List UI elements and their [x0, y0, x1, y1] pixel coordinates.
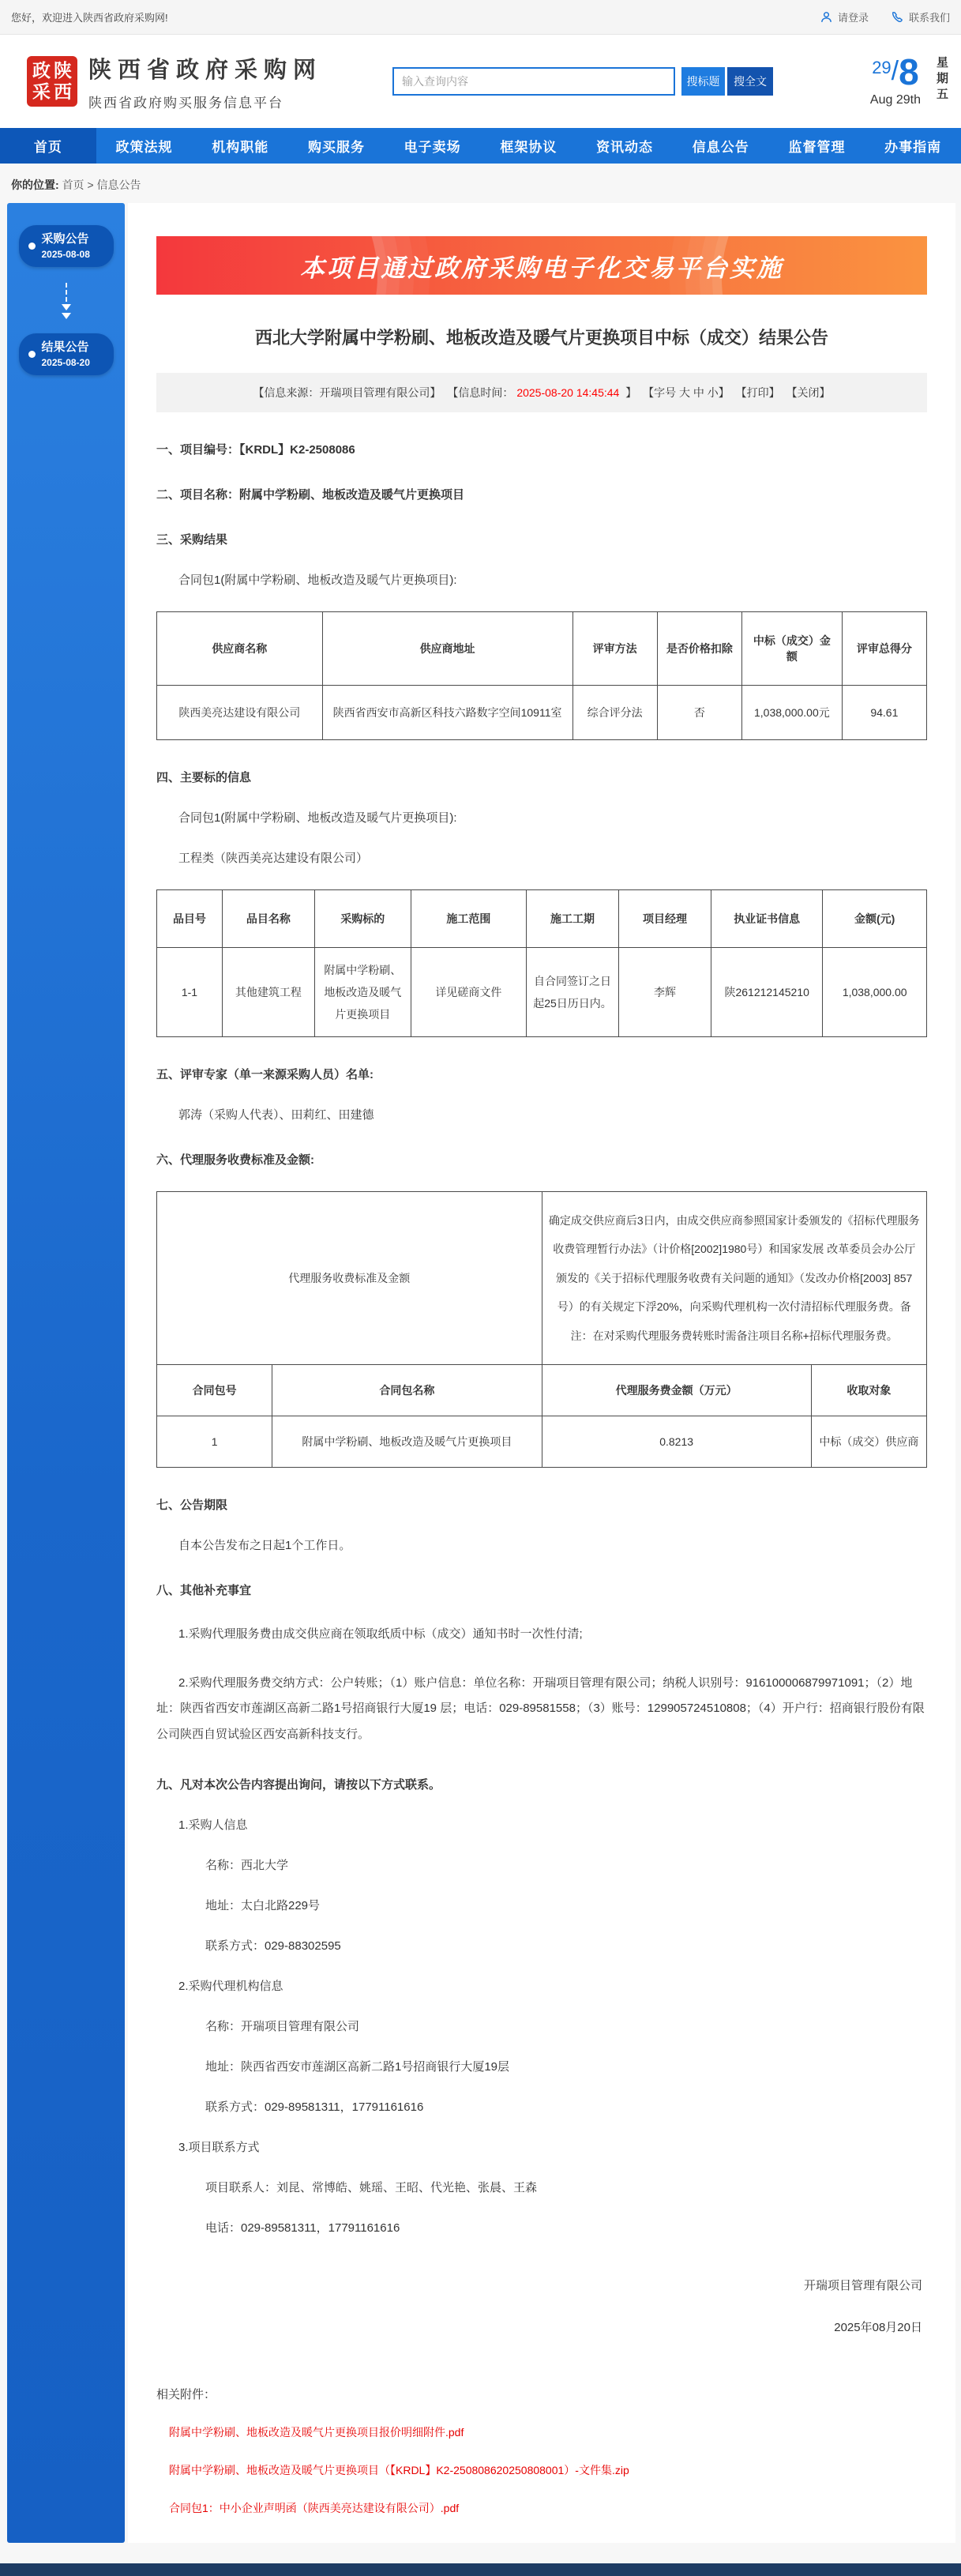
header-item-no: 品目号: [157, 890, 223, 948]
bullet-dot-icon: [28, 243, 36, 250]
result-table-header-row: [157, 612, 927, 686]
date-day: 29: [872, 58, 892, 77]
nav-item-announcements[interactable]: 信息公告: [692, 140, 749, 155]
sidebar-item-title: 采购公告: [41, 232, 89, 246]
nav-item-home[interactable]: 首页: [0, 128, 96, 164]
search-title-button[interactable]: 搜标题: [681, 67, 725, 96]
page-body: [0, 164, 961, 2576]
cell-total-score: 94.61: [842, 686, 926, 740]
cell-item-name: 其他建筑工程: [222, 948, 314, 1037]
topbar: [0, 0, 961, 35]
breadcrumb-prefix: 你的位置:: [11, 179, 59, 191]
nav-item-framework-agreement[interactable]: 框架协议: [500, 140, 557, 155]
contract-package-line: 合同包1(附属中学粉刷、地板改造及暖气片更换项目):: [178, 811, 457, 825]
signature-company: 开瑞项目管理有限公司: [803, 2278, 922, 2292]
date-numbers: [869, 51, 921, 107]
agency-info-title: 2.采购代理机构信息: [178, 1979, 283, 1993]
breadcrumb: [0, 164, 961, 203]
article-title: 西北大学附属中学粉刷、地板改造及暖气片更换项目中标（成交）结果公告: [254, 328, 828, 348]
flow-arrow-down-icon: [7, 283, 125, 319]
main-area: [0, 203, 961, 2543]
welcome-text: 您好，欢迎进入陕西省政府采购网!: [11, 12, 168, 24]
cell-award-amount: 1,038,000.00元: [742, 686, 843, 740]
logo-char: 采: [32, 81, 51, 103]
section-7-heading: 七、公告期限: [156, 1498, 228, 1512]
attachment-link-sme-declaration-pdf[interactable]: 合同包1：中小企业声明函（陕西美亮达建设有限公司）.pdf: [169, 2501, 460, 2514]
result-table: [156, 611, 927, 740]
login-label: 请登录: [837, 12, 869, 24]
header-review-method: 评审方法: [572, 612, 657, 686]
experts-list: 郭涛（采购人代表）、田莉红、田建德: [178, 1108, 374, 1122]
subject-table: [156, 889, 927, 1037]
header-award-amount: 中标（成交）金额: [742, 612, 843, 686]
project-contacts: 项目联系人：刘昆、常博皓、姚瑶、王昭、代光艳、张晨、王森: [205, 2180, 538, 2194]
section-1-heading: 一、项目编号：【KRDL】K2-2508086: [156, 443, 355, 457]
date-english: Aug 29th: [869, 93, 921, 107]
site-logo: [27, 56, 77, 107]
cell-fee-payer: 中标（成交）供应商: [811, 1416, 926, 1467]
banner-text: 本项目通过政府采购电子化交易平台实施: [300, 254, 783, 282]
header-total-score: 评审总得分: [842, 612, 926, 686]
cell-license-info: 陕261212145210: [711, 948, 823, 1037]
breadcrumb-separator: >: [87, 179, 94, 191]
date-block: [869, 51, 948, 107]
attachment-link-fileset-zip[interactable]: 附属中学粉刷、地板改造及暖气片更换项目（【KRDL】K2-250808620250808001）-文件集.zip: [169, 2463, 629, 2476]
attachments-section: [156, 2386, 927, 2516]
agency-address: 地址：陕西省西安市莲湖区高新二路1号招商银行大厦19层: [205, 2059, 510, 2074]
fee-table-header-row: [157, 1364, 927, 1416]
section-3-heading: 三、采购结果: [156, 533, 228, 547]
attachment-link-quotation-pdf[interactable]: 附属中学粉刷、地板改造及暖气片更换项目报价明细附件.pdf: [169, 2425, 464, 2439]
header-price-deduction: 是否价格扣除: [657, 612, 741, 686]
header-item-name: 品目名称: [222, 890, 314, 948]
logo-char: 政: [32, 60, 51, 81]
header-supplier-address: 供应商地址: [322, 612, 572, 686]
cell-construction-period: 自合同签订之日起25日历日内。: [527, 948, 619, 1037]
search-bar: [392, 67, 773, 96]
header-construction-period: 施工工期: [527, 890, 619, 948]
topbar-actions: [820, 9, 950, 24]
bullet-dot-icon: [28, 351, 36, 358]
site-title: 陕西省政府采购网: [88, 57, 323, 83]
header-amount: 金额(元): [823, 890, 927, 948]
cell-package-no: 1: [157, 1416, 272, 1467]
subject-table-header-row: [157, 890, 927, 948]
contact-label: 联系我们: [908, 12, 950, 24]
meta-time-prefix: 【信息时间：: [447, 386, 514, 399]
header-package-no: 合同包号: [157, 1364, 272, 1416]
weekday-vertical: [937, 54, 948, 107]
nav-item-e-marketplace[interactable]: 电子卖场: [404, 140, 461, 155]
nav-item-guide[interactable]: 办事指南: [884, 140, 942, 155]
project-contact-title: 3.项目联系方式: [178, 2140, 260, 2154]
cell-supplier-name: 陕西美亮达建设有限公司: [157, 686, 323, 740]
fee-table-row: [157, 1416, 927, 1467]
meta-source: 【信息来源：开瑞项目管理有限公司】: [253, 386, 441, 399]
cell-fee-amount: 0.8213: [542, 1416, 811, 1467]
login-link[interactable]: [820, 9, 869, 24]
cell-review-method: 综合评分法: [572, 686, 657, 740]
purchaser-address: 地址：太白北路229号: [205, 1898, 321, 1912]
user-icon: [820, 10, 833, 24]
cell-construction-scope: 详见磋商文件: [411, 948, 526, 1037]
content-card: [128, 203, 955, 2543]
phone-icon: [891, 10, 904, 24]
footer-bar: [0, 2563, 961, 2576]
section-8-heading: 八、其他补充事宜: [156, 1583, 252, 1597]
contact-link[interactable]: [891, 9, 950, 24]
nav-item-functions[interactable]: 机构职能: [212, 140, 269, 155]
attachments-label: 相关附件：: [156, 2387, 216, 2401]
signature-block: [156, 2277, 927, 2335]
subject-table-row: [157, 948, 927, 1037]
agency-contact: 联系方式：029-89581311，17791161616: [205, 2100, 424, 2114]
platform-banner: [156, 236, 927, 295]
site-names: [88, 52, 322, 111]
meta-time: 2025-08-20 14:45:44: [516, 386, 620, 399]
print-button[interactable]: 【打印】: [735, 386, 780, 399]
breadcrumb-current[interactable]: 信息公告: [96, 179, 141, 191]
logo-char: 陕: [54, 60, 72, 81]
search-input[interactable]: [392, 67, 675, 96]
weekday-char: 五: [936, 88, 948, 101]
purchaser-contact: 联系方式：029-88302595: [205, 1939, 341, 1953]
cell-price-deduction: 否: [657, 686, 741, 740]
supplement-item-2: 2.采购代理服务费交纳方式：公户转账；（1）账户信息：单位名称：开瑞项目管理有限公司；纳税人识别号：916100006879971091；（2）地址：陕西省西安市莲湖区高新二路1号招商银行大厦19 层；电话：029-89581558；（3）账号：129905724510808；（4）开户行：招商银行股份有限公司陕西自贸试验区西安高新科技支行。: [156, 1676, 925, 1741]
agency-name: 名称：开瑞项目管理有限公司: [205, 2019, 360, 2033]
sidebar-item-title: 结果公告: [41, 340, 89, 354]
weekday-char: 期: [936, 72, 948, 85]
cell-procurement-subject: 附属中学粉刷、地板改造及暖气片更换项目: [314, 948, 411, 1037]
fee-standard-description: 确定成交供应商后3日内，由成交供应商参照国家计委颁发的《招标代理服务收费管理暂行办法》（计价格[2002]1980号）和国家发展 改革委员会办公厅颁发的《关于招标代理服务收费有关问题的通知》（发改办价格[2003] 857号）的有关规定下浮20%，向采购代理机构一次付清招标代理服务费。备注：在对采购代理服务费转账时需备注项目名称+招标代理服务费。: [542, 1192, 927, 1365]
nav-item-policies[interactable]: 政策法规: [115, 140, 173, 155]
cell-item-no: 1-1: [157, 948, 223, 1037]
close-button[interactable]: 【关闭】: [786, 386, 831, 399]
contract-package-line: 合同包1(附属中学粉刷、地板改造及暖气片更换项目):: [178, 573, 457, 587]
header-supplier-name: 供应商名称: [157, 612, 323, 686]
section-5-heading: 五、评审专家（单一来源采购人员）名单:: [156, 1068, 374, 1081]
sidebar-item-date: 2025-08-08: [41, 249, 90, 260]
announcement-period: 自本公告发布之日起1个工作日。: [178, 1538, 351, 1552]
nav-item-news[interactable]: 资讯动态: [596, 140, 654, 155]
header-fee-amount: 代理服务费金额（万元）: [542, 1364, 811, 1416]
header-license-info: 执业证书信息: [711, 890, 823, 948]
weekday-char: 星: [936, 56, 948, 70]
cell-package-name: 附属中学粉刷、地板改造及暖气片更换项目: [272, 1416, 542, 1467]
header-package-name: 合同包名称: [272, 1364, 542, 1416]
nav-item-purchase-services[interactable]: 购买服务: [307, 140, 365, 155]
nav-item-supervision[interactable]: 监督管理: [788, 140, 846, 155]
section-2-heading: 二、项目名称：附属中学粉刷、地板改造及暖气片更换项目: [156, 488, 465, 502]
header-project-manager: 项目经理: [619, 890, 711, 948]
fee-standard-row: [157, 1192, 927, 1365]
font-size-control[interactable]: 【字号 大 中 小】: [643, 386, 730, 399]
cell-supplier-address: 陕西省西安市高新区科技六路数字空间10911室: [322, 686, 572, 740]
site-header: [0, 35, 961, 128]
project-phone: 电话：029-89581311，17791161616: [205, 2221, 400, 2235]
header-fee-payer: 收取对象: [811, 1364, 926, 1416]
header-procurement-subject: 采购标的: [314, 890, 411, 948]
signature-date: 2025年08月20日: [834, 2320, 922, 2334]
section-4-heading: 四、主要标的信息: [156, 771, 252, 784]
fee-standard-label: 代理服务收费标准及金额: [157, 1192, 542, 1365]
cell-project-manager: 李辉: [619, 948, 711, 1037]
sidebar-item-procurement-announcement[interactable]: [19, 225, 114, 267]
supplement-item-1: 1.采购代理服务费由成交供应商在领取纸质中标（成交）通知书时一次性付清;: [178, 1626, 583, 1641]
cell-amount: 1,038,000.00: [823, 948, 927, 1037]
date-separator: /: [891, 56, 899, 86]
main-nav: [0, 128, 961, 164]
agency-fee-table: [156, 1191, 927, 1468]
result-table-row: [157, 686, 927, 740]
works-category-line: 工程类（陕西美亮达建设有限公司）: [178, 852, 369, 865]
header-construction-scope: 施工范围: [411, 890, 526, 948]
sidebar: [7, 203, 125, 2543]
section-9-heading: 九、凡对本次公告内容提出询问，请按以下方式联系。: [156, 1777, 441, 1792]
purchaser-name: 名称：西北大学: [205, 1858, 289, 1872]
article-meta-bar: [156, 373, 927, 412]
breadcrumb-home[interactable]: 首页: [62, 179, 84, 191]
search-fulltext-button[interactable]: 搜全文: [727, 67, 773, 96]
section-6-heading: 六、代理服务收费标准及金额:: [156, 1153, 314, 1167]
meta-time-suffix: 】: [622, 386, 637, 399]
sidebar-item-result-announcement[interactable]: [19, 333, 114, 375]
logo-char: 西: [54, 81, 72, 103]
site-subtitle: 陕西省政府购买服务信息平台: [88, 95, 283, 111]
date-month: 8: [899, 51, 919, 92]
sidebar-item-date: 2025-08-20: [41, 357, 90, 368]
purchaser-info-title: 1.采购人信息: [178, 1818, 248, 1832]
